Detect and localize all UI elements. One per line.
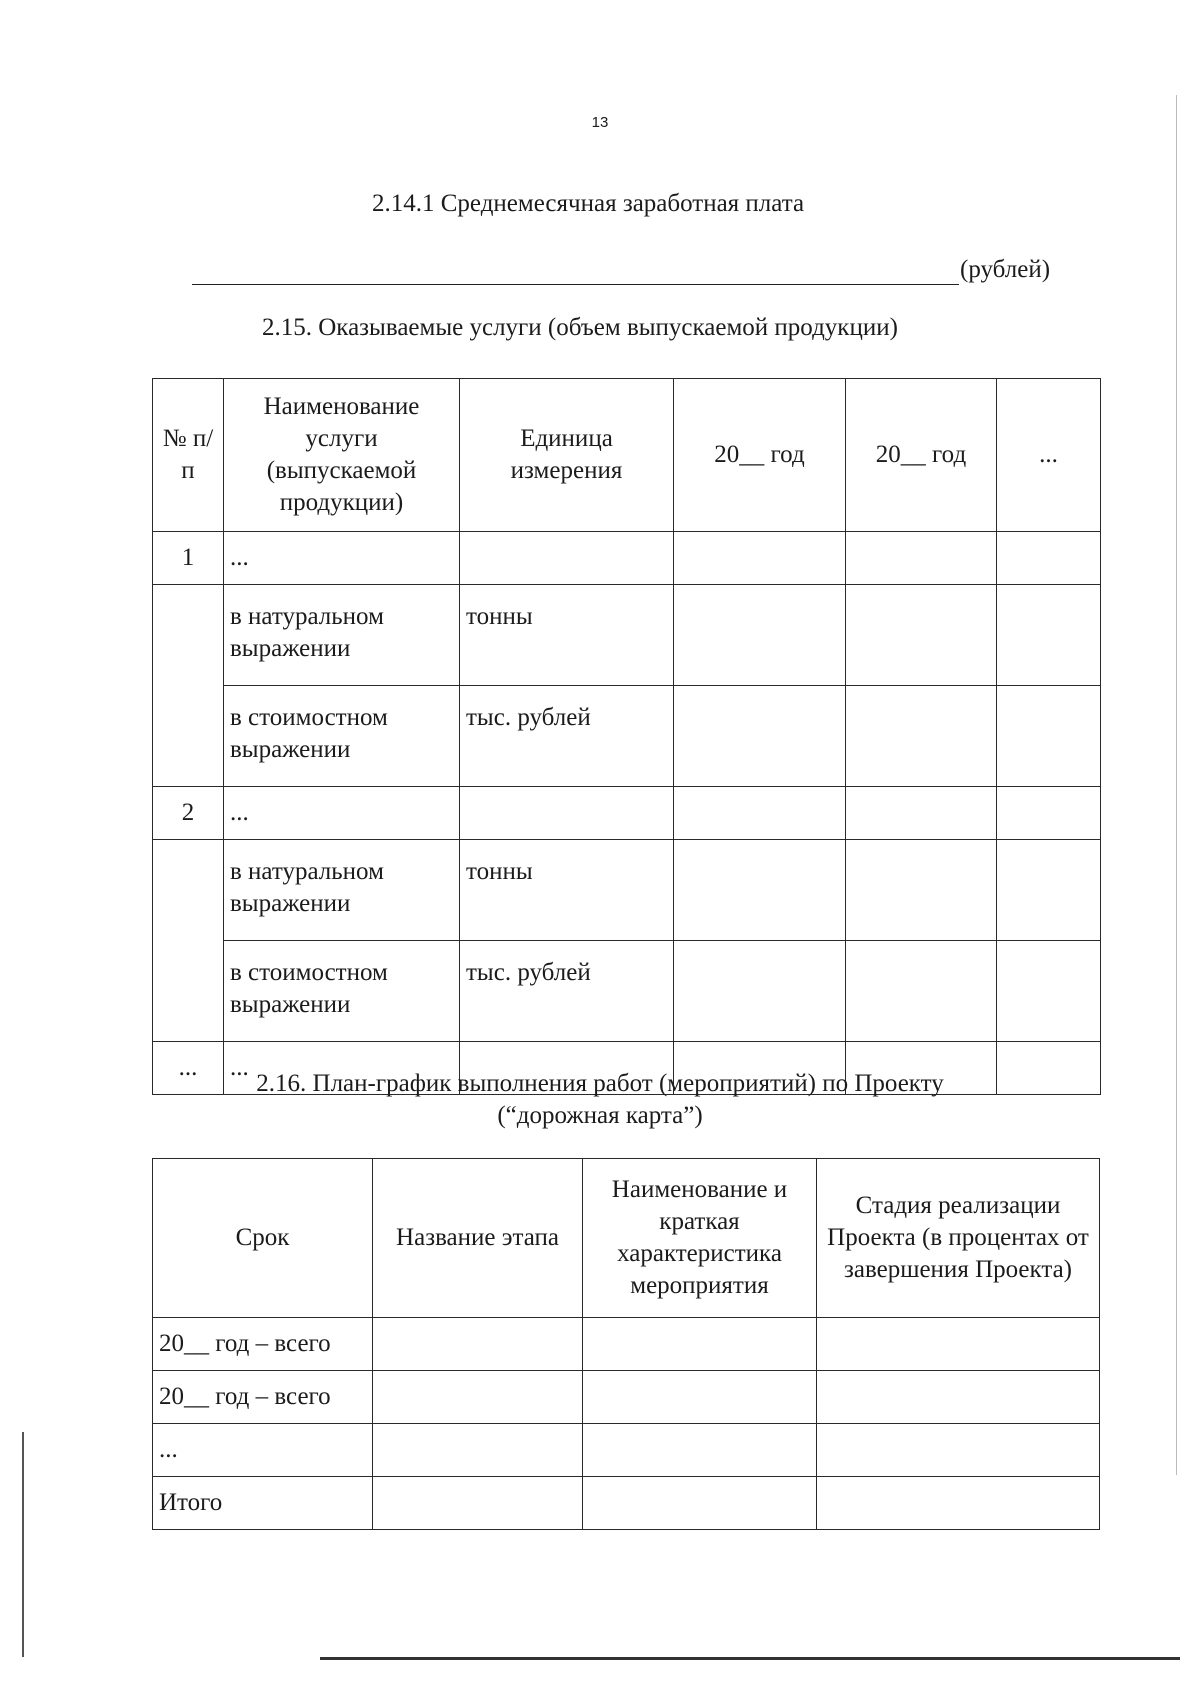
table-row [153,585,1101,686]
scan-edge-bottom [320,1657,1180,1660]
header-year-2: 20__ год [846,379,997,532]
row-num: 1 [153,532,224,585]
row-more-cell [997,840,1101,941]
section-2-16-title-line-1: 2.16. План-график выполнения работ (мероприятий) по Проекту [256,1070,944,1097]
table-row [153,840,1101,941]
row-progress-cell [817,1371,1100,1424]
header-progress: Стадия реализации Проекта (в процентах от завершения Проекта) [817,1159,1100,1318]
row-more-cell [997,941,1101,1042]
row-year-1-cell [674,686,846,787]
section-2-16-title [0,1068,1200,1132]
salary-unit: (рублей) [960,256,1051,283]
header-term: Срок [153,1159,373,1318]
table-row [153,532,1101,585]
row-more-cell [997,787,1101,840]
row-term: 20__ год – всего [153,1371,373,1424]
section-2-14-1-title: 2.14.1 Среднемесячная заработная плата [372,190,805,217]
page-number: 13 [591,114,609,131]
row-year-2-cell [846,532,997,585]
row-stage-cell [373,1371,583,1424]
row-year-1-cell [674,941,846,1042]
roadmap-table-header [153,1159,1100,1318]
row-unit: тыс. рублей [460,686,674,787]
row-num: 2 [153,787,224,840]
row-year-1-cell [674,840,846,941]
row-year-2-cell [846,840,997,941]
row-unit: тонны [460,585,674,686]
row-service-name: ... [224,1042,460,1095]
row-term: 20__ год – всего [153,1318,373,1371]
table-row [153,686,1101,787]
row-num [153,585,224,787]
row-unit [460,787,674,840]
table-row [153,1477,1100,1530]
row-year-2-cell [846,941,997,1042]
row-progress-cell [817,1318,1100,1371]
salary-fill-line [192,284,959,285]
row-num [153,840,224,1042]
row-activity-cell [583,1424,817,1477]
table-row [153,787,1101,840]
roadmap-table [152,1158,1100,1530]
section-2-16-title-line-2: (“дорожная карта”) [497,1102,703,1129]
row-more-cell [997,686,1101,787]
header-year-1: 20__ год [674,379,846,532]
row-stage-cell [373,1477,583,1530]
scan-edge-left [22,1432,24,1657]
row-year-2-cell [846,585,997,686]
row-stage-cell [373,1424,583,1477]
row-progress-cell [817,1477,1100,1530]
row-service-name: ... [224,787,460,840]
table-row [153,941,1101,1042]
row-term: Итого [153,1477,373,1530]
row-progress-cell [817,1424,1100,1477]
row-more-cell [997,585,1101,686]
row-activity-cell [583,1371,817,1424]
table-row [153,1424,1100,1477]
row-activity-cell [583,1318,817,1371]
table-row [153,1371,1100,1424]
row-activity-cell [583,1477,817,1530]
row-num: ... [153,1042,224,1095]
row-more-cell [997,532,1101,585]
scan-edge-right [1176,95,1177,1475]
row-year-2-cell [846,787,997,840]
row-unit: тыс. рублей [460,941,674,1042]
services-table-header [153,379,1101,532]
row-year-1-cell [674,787,846,840]
table-row [153,1318,1100,1371]
row-service-name: ... [224,532,460,585]
services-table [152,378,1101,1095]
header-unit: Единица измерения [460,379,674,532]
row-service-name: в стоимостном выражении [224,686,460,787]
row-service-name: в стоимостном выражении [224,941,460,1042]
row-unit: тонны [460,840,674,941]
row-service-name: в натуральном выражении [224,840,460,941]
header-activity: Наименование и краткая характеристика мероприятия [583,1159,817,1318]
header-stage-name: Название этапа [373,1159,583,1318]
row-stage-cell [373,1318,583,1371]
header-service-name: Наименование услуги (выпускаемой продукции) [224,379,460,532]
header-more: ... [997,379,1101,532]
row-year-1-cell [674,585,846,686]
row-year-1-cell [674,532,846,585]
row-year-2-cell [846,686,997,787]
row-unit [460,532,674,585]
row-term: ... [153,1424,373,1477]
header-num: № п/п [153,379,224,532]
section-2-15-title: 2.15. Оказываемые услуги (объем выпускаемой продукции) [262,314,898,341]
row-service-name: в натуральном выражении [224,585,460,686]
